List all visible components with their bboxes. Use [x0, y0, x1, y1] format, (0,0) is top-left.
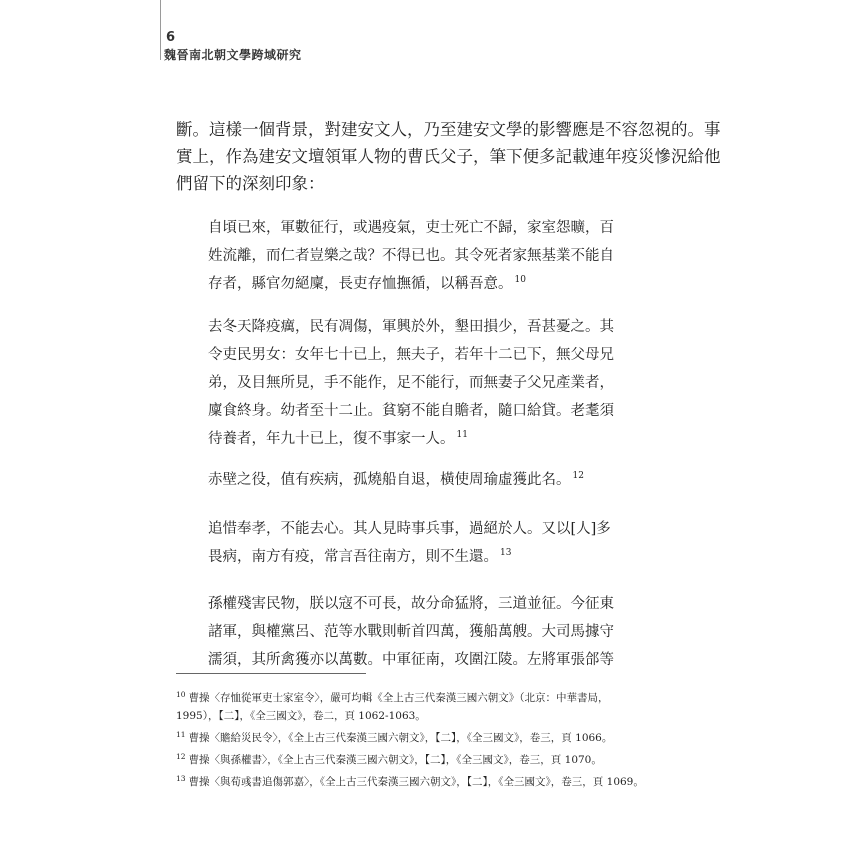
body-paragraph [176, 116, 721, 197]
running-title: 魏晉南北朝文學跨域研究 [164, 48, 302, 62]
footnote-ref: 13 [500, 548, 512, 559]
block-quote-1 [208, 214, 653, 298]
footnote-ref: 10 [514, 275, 526, 286]
quote-line: 令吏民男女：女年七十已上，無夫子，若年十二已下，無父母兄 [208, 347, 614, 363]
footnote-line: 1995），【二】，《全三國文》，卷二，頁 1062-1063。 [176, 710, 426, 722]
header-divider [160, 0, 161, 60]
page-number: 6 [166, 30, 176, 45]
quote-line: 諸軍，與權黨呂、范等水戰則斬首四萬，獲船萬艘。大司馬據守 [208, 624, 614, 640]
quote-line: 去冬天降疫癘，民有凋傷，軍興於外，墾田損少，吾甚憂之。其 [208, 319, 614, 335]
footnote-ref: 11 [456, 430, 468, 441]
footnote-number: 12 [176, 751, 186, 761]
quote-line: 孫權殘害民物，朕以寇不可長，故分命猛將，三道並征。今征東 [208, 596, 614, 612]
quote-line-last: 赤壁之役，值有疾病，孤燒船自退，橫使周瑜虛獲此名。 $^{12}$ [208, 471, 584, 488]
footnote-12: $^{12}$ 曹操〈與孫權書〉，《全上古三代秦漢三國六朝文》，【二】，《全三國文》，卷三，頁 1070。 [176, 751, 602, 766]
block-quote-4 [208, 515, 653, 571]
footnote-10: $^{10}$ 曹操〈存恤從軍吏士家室令〉，嚴可均輯《全上古三代秦漢三國六朝文》（北京：中華書局， 1995），【二】，《全三國文》，卷二，頁 1062-1063。 [176, 689, 651, 725]
quote-line: 濡須，其所禽獲亦以萬數。中軍征南，攻圍江陵。左將軍張郃等 [208, 652, 614, 668]
footnote-11: $^{11}$ 曹操〈贍給災民令〉，《全上古三代秦漢三國六朝文》，【二】，《全三國文》，卷三，頁 1066。 [176, 729, 613, 744]
quote-line: 廩食終身。幼者至十二止。貧窮不能自贍者，隨口給貸。老耄須 [208, 403, 614, 419]
block-quote-2 [208, 313, 653, 453]
quote-line-last: 待養者，年九十已上，復不事家一人。 $^{11}$ [208, 430, 468, 447]
block-quote-3 [208, 466, 653, 494]
quote-line: 自頃已來，軍數征行，或遇疫氣，吏士死亡不歸，家室怨曠，百 [208, 220, 614, 236]
body-line: 斷。這樣一個背景，對建安文人，乃至建安文學的影響應是不容忽視的。事 [176, 120, 721, 139]
footnote-13: $^{13}$ 曹操〈與荀彧書追傷郭嘉〉，《全上古三代秦漢三國六朝文》，【二】，《全三國文》，卷三，頁 1069。 [176, 773, 644, 788]
body-line: 實上，作為建安文壇領軍人物的曹氏父子，筆下便多記載連年疫災慘況給他 [176, 147, 721, 166]
footnote-number: 11 [176, 729, 186, 739]
footnote-number: 10 [176, 689, 186, 699]
quote-line: 追惜奉孝，不能去心。其人見時事兵事，過絕於人。又以[人]多 [208, 521, 611, 537]
body-line: 們留下的深刻印象： [176, 174, 325, 193]
footnote-number: 13 [176, 773, 186, 783]
quote-line: 弟，及目無所見，手不能作，足不能行，而無妻子父兄產業者， [208, 375, 614, 391]
quote-line-last: 畏病，南方有疫，常言吾往南方，則不生還。 $^{13}$ [208, 548, 512, 565]
block-quote-5 [208, 590, 653, 674]
quote-line-last: 存者，縣官勿絕廩，長吏存恤撫循，以稱吾意。 $^{10}$ [208, 275, 526, 292]
quote-line: 姓流離，而仁者豈樂之哉？不得已也。其令死者家無基業不能自 [208, 248, 614, 264]
footnote-divider [176, 673, 366, 674]
footnote-ref: 12 [572, 471, 584, 482]
